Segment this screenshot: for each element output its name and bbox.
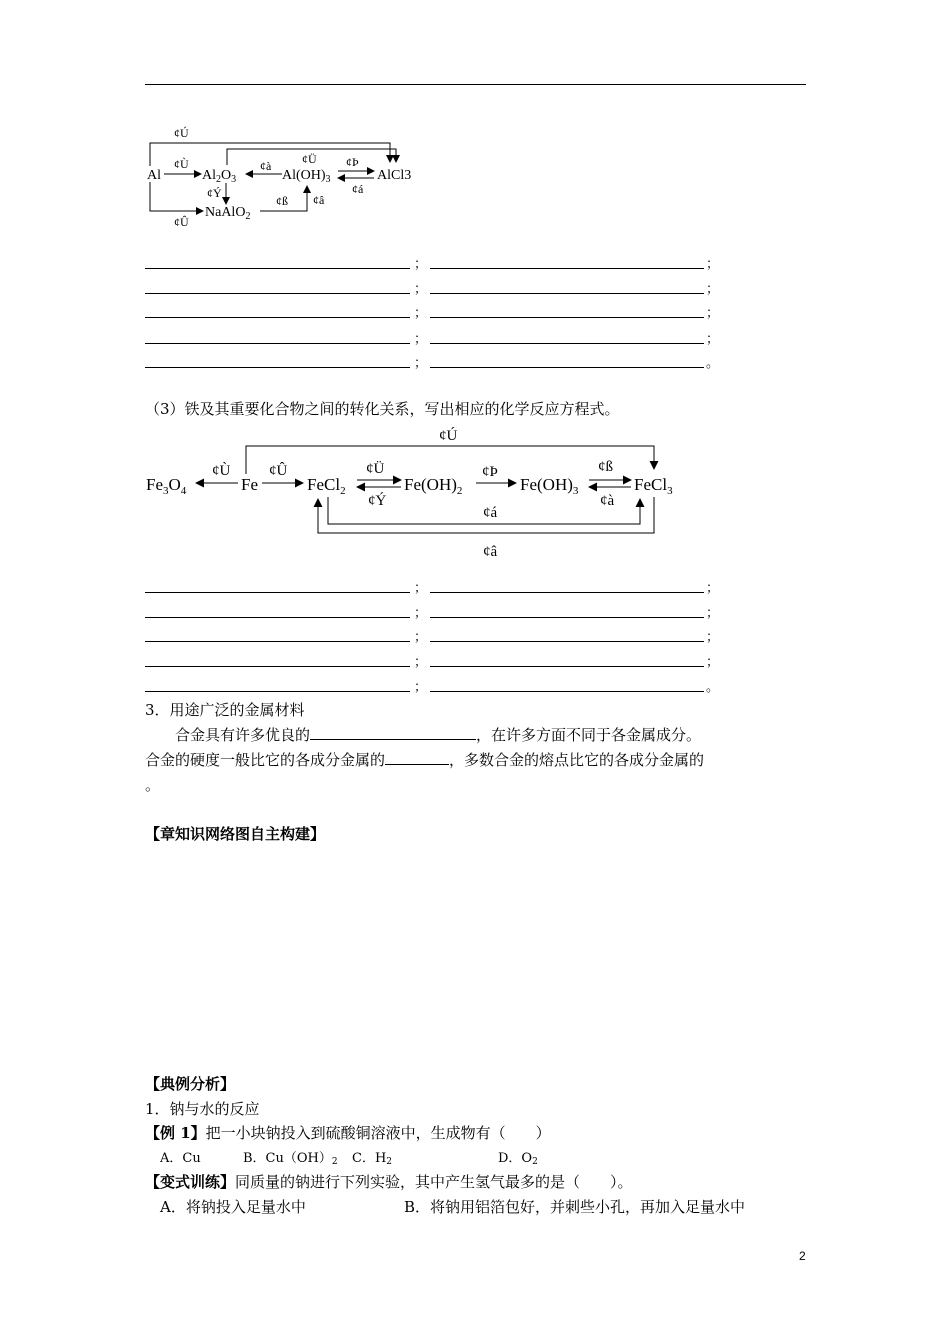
- fe-section-title: （3）铁及其重要化合物之间的转化关系，写出相应的化学反应方程式。: [145, 400, 620, 418]
- page-number: 2: [799, 1249, 806, 1263]
- label-5: ¢Ý: [207, 186, 222, 200]
- answer-blank[interactable]: [430, 666, 704, 667]
- variant-exercise: 【变式训练】同质量的钠进行下列实验，其中产生氢气最多的是（ ）。: [145, 1173, 633, 1191]
- label-6: ¢Þ: [482, 464, 498, 480]
- label-3: ¢Û: [269, 463, 288, 479]
- label-5: ¢Ý: [368, 493, 387, 509]
- variant-option-a[interactable]: A．将钠投入足量水中: [160, 1198, 306, 1216]
- label-8: ¢à: [600, 493, 615, 509]
- example1-option-b[interactable]: B．$Cu(OH)_2$: [243, 1151, 338, 1167]
- examples-item1: 1．钠与水的反应: [145, 1100, 260, 1118]
- node-fecl2: FeCl$_2$: [307, 475, 346, 497]
- answer-blank[interactable]: [145, 666, 410, 667]
- node-fecl3: FeCl$_3$: [634, 475, 673, 497]
- label-9: ¢á: [352, 182, 364, 196]
- node-fe: Fe: [241, 475, 258, 494]
- fill-blank[interactable]: [310, 725, 476, 740]
- label-10: ¢â: [313, 193, 325, 207]
- knowledge-network-title: 【章知识网络图自主构建】: [145, 825, 326, 843]
- arrow-fe-to-fecl3: [246, 446, 654, 474]
- examples-title: 【典例分析】: [145, 1075, 236, 1093]
- example1-option-d[interactable]: D．$O_2$: [498, 1151, 538, 1167]
- label-8: ¢à: [260, 159, 272, 173]
- node-naalo2: NaAlO$_2$: [205, 205, 251, 222]
- label-1: ¢Ù: [174, 157, 189, 171]
- example1-option-a[interactable]: A．Cu: [160, 1151, 201, 1166]
- label-9: ¢á: [483, 505, 498, 521]
- example1-option-c[interactable]: C．$H_2$: [352, 1151, 393, 1167]
- section3-line1: 合金具有许多优良的 ，在许多方面不同于各金属成分。: [175, 726, 702, 744]
- label-3: ¢Û: [174, 215, 189, 229]
- example1: 【例 1】把一小块钠投入到硫酸铜溶液中，生成物有（ ）: [145, 1124, 551, 1142]
- label-4: ¢Ü: [302, 152, 317, 166]
- section3-line3: 。: [145, 776, 161, 794]
- node-feoh2: $Fe(OH)_2$: [404, 475, 463, 497]
- label-2: ¢Ú: [439, 428, 458, 444]
- node-fe3o4: $Fe_3O_4$: [146, 475, 187, 497]
- label-6: ¢Þ: [346, 155, 359, 169]
- answer-blank[interactable]: [430, 691, 704, 692]
- node-al2o3: $Al_2O_3$: [202, 168, 237, 185]
- label-2: ¢Ú: [174, 126, 189, 140]
- section3-line2: 合金的硬度一般比它的各成分金属的 ，多数合金的熔点比它的各成分金属的: [145, 751, 705, 769]
- answer-blank[interactable]: [145, 592, 410, 593]
- label-7: ¢ß: [598, 459, 613, 475]
- label-10: ¢â: [483, 544, 498, 560]
- section3-heading: 3．用途广泛的金属材料: [145, 701, 305, 719]
- node-al: Al: [147, 168, 161, 183]
- variant-option-b[interactable]: B．将钠用铝箔包好，并刺些小孔，再加入足量水中: [404, 1198, 746, 1216]
- answer-blank[interactable]: [145, 641, 410, 642]
- answer-blank[interactable]: [430, 617, 704, 618]
- label-7: ¢ß: [276, 194, 288, 208]
- label-1: ¢Ù: [212, 463, 231, 479]
- answer-blank[interactable]: [145, 617, 410, 618]
- node-aloh3: $Al(OH)_3$: [282, 168, 331, 185]
- answer-blank[interactable]: [145, 691, 410, 692]
- fill-blank[interactable]: [385, 750, 449, 765]
- node-feoh3: $Fe(OH)_3$: [520, 475, 579, 497]
- node-alcl3: AlCl3: [377, 168, 412, 183]
- iron-conversion-diagram: [0, 0, 950, 580]
- answer-blank[interactable]: [430, 641, 704, 642]
- answer-blank[interactable]: [430, 592, 704, 593]
- label-4: ¢Ü: [366, 461, 385, 477]
